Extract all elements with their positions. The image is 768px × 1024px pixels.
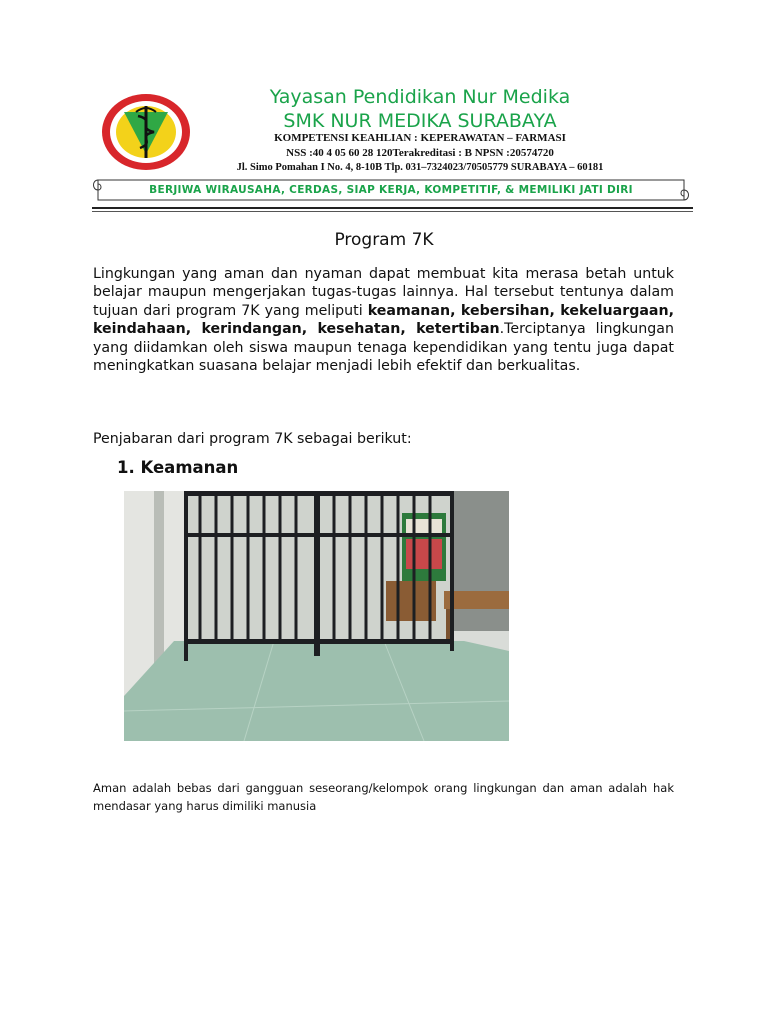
caduceus-icon: [100, 92, 196, 172]
paragraph-text-end: .Terciptanya lingkungan yang diidamkan oleh siswa maupun tenaga kependidikan yang tentu juga dapat meningkatkan suasana belajar menjadi lebih efektif dan berkualitas.: [93, 321, 674, 375]
motto-banner: [92, 178, 690, 202]
document-title: Program 7K: [334, 230, 434, 250]
paragraph-bold-terms: keamanan, kebersihan, kekeluargaan, keindahaan, kerindangan, kesehatan, ketertiban: [93, 302, 674, 338]
section-caption: Aman adalah bebas dari gangguan seseorang/kelompok orang lingkungan dan aman adalah hak mendasar yang harus dimiliki manusia: [93, 781, 674, 813]
gate-photo-icon: [124, 491, 509, 741]
header-divider: [92, 207, 693, 209]
organization-name: Yayasan Pendidikan Nur Medika: [269, 86, 571, 108]
motto-text: BERJIWA WIRAUSAHA, CERDAS, SIAP KERJA, KOMPETITIF, & MEMILIKI JATI DIRI: [149, 184, 633, 196]
paragraph-text: Lingkungan yang aman dan nyaman dapat membuat kita merasa betah untuk belajar maupun mengerjakan tugas-tugas lainnya. Hal tersebut tentunya dalam tujuan dari program 7K yang meliputi: [93, 266, 674, 319]
intro-paragraph: [93, 265, 674, 375]
list-intro: Penjabaran dari program 7K sebagai berikut:: [93, 431, 412, 447]
accreditation-line: NSS :40 4 05 60 28 120Terakreditasi : B NPSN :20574720: [286, 147, 554, 159]
address-line: Jl. Simo Pomahan I No. 4, 8-10B Tlp. 031–7324023/70505779 SURABAYA – 60181: [236, 162, 604, 173]
section-heading-keamanan: 1. Keamanan: [117, 458, 239, 477]
school-logo: [100, 92, 196, 172]
header-divider-thin: [92, 211, 693, 212]
gate-photo: [124, 491, 509, 741]
school-name: SMK NUR MEDIKA SURABAYA: [283, 110, 557, 132]
kompetensi-line: KOMPETENSI KEAHLIAN : KEPERAWATAN – FARMASI: [274, 132, 566, 144]
